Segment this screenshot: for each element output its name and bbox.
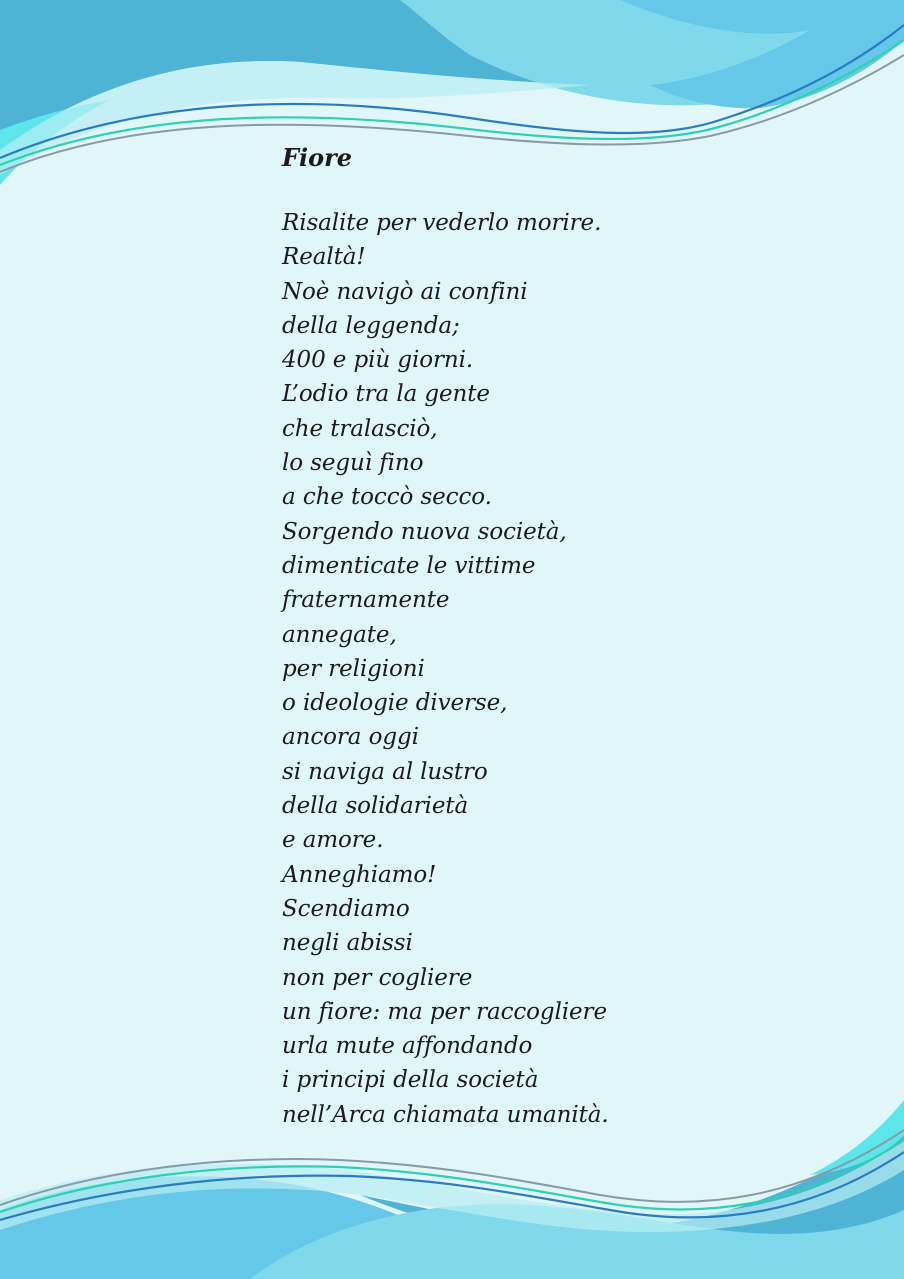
- poem-line: Scendiamo: [282, 895, 410, 922]
- poem-line: urla mute affondando: [282, 1033, 533, 1060]
- poem-line: che tralasciò,: [282, 415, 438, 442]
- poem-line: o ideologie diverse,: [282, 690, 508, 717]
- poem-lines: [282, 206, 842, 1132]
- poem-line: dimenticate le vittime: [282, 552, 536, 579]
- poem-line: i principi della società: [282, 1067, 539, 1094]
- poem-line: Anneghiamo!: [282, 861, 437, 888]
- poem-line: Realtà!: [282, 244, 366, 271]
- poem-line: fraternamente: [282, 587, 450, 614]
- poem-title: Fiore: [282, 143, 353, 172]
- poem-line: annegate,: [282, 621, 397, 648]
- poem-line: si naviga al lustro: [282, 758, 488, 785]
- poem-line: L’odio tra la gente: [282, 381, 490, 408]
- poem-line: ancora oggi: [282, 724, 419, 751]
- poem-line: nell’Arca chiamata umanità.: [282, 1101, 609, 1128]
- poem-line: della solidarietà: [282, 793, 469, 820]
- poem-line: negli abissi: [282, 930, 413, 957]
- poem-line: per religioni: [282, 655, 425, 682]
- poem-line: a che toccò secco.: [282, 484, 492, 511]
- poem-line: non per cogliere: [282, 964, 473, 991]
- poem-line: Noè navigò ai confini: [282, 278, 528, 305]
- poem-line: Sorgendo nuova società,: [282, 518, 567, 545]
- poem-line: della leggenda;: [282, 312, 460, 339]
- poem-line: un fiore: ma per raccogliere: [282, 998, 607, 1025]
- poem-line: lo seguì fino: [282, 450, 424, 477]
- poem-line: Risalite per vederlo morire.: [282, 210, 602, 236]
- poem: [282, 138, 842, 1132]
- poem-line: 400 e più giorni.: [282, 347, 474, 374]
- poem-line: e amore.: [282, 827, 384, 854]
